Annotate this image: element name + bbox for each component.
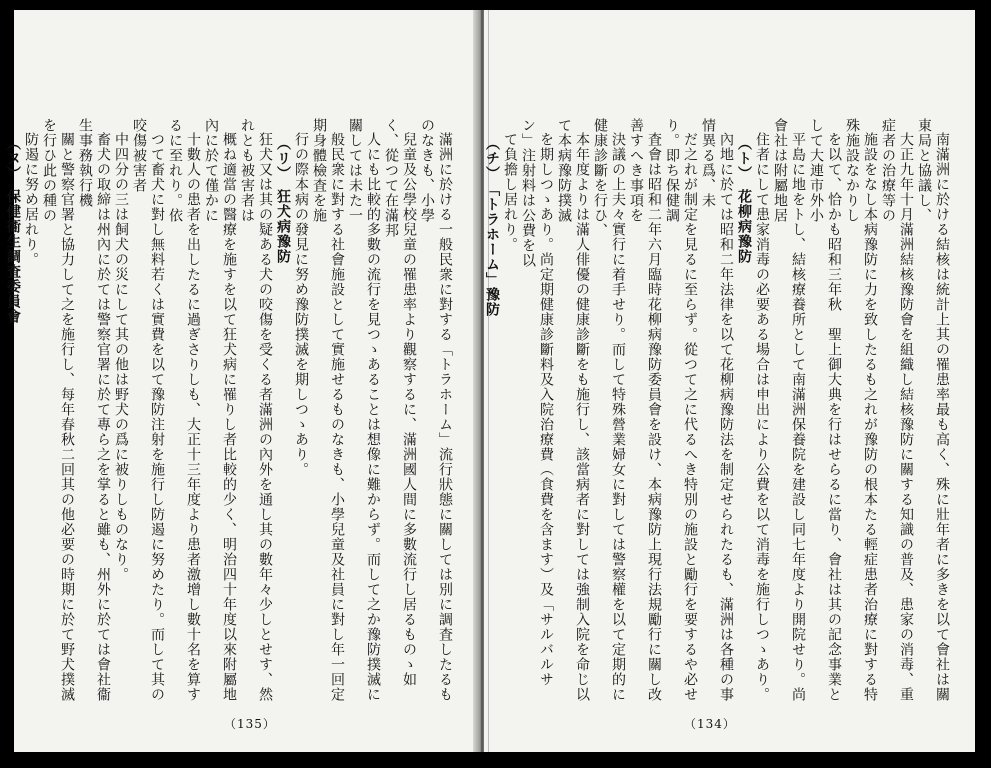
paragraph: 本年度よりは滿人俳優の健康診斷をも施行し、該當病者に對しては強制入院を命じ以て本病豫防撲滅 [556, 118, 590, 702]
paragraph: 狂犬又は其の疑ある犬の咬傷を受くる者滿洲の內外を通し其の數年々少しとせす、然れとも被害者は [239, 118, 273, 702]
paragraph: 査會は昭和二年六月臨時花柳病豫防委員會を設け、本病豫防上現行法規勵行に關し改善すへき事項を [628, 118, 662, 702]
paragraph: 行の際本病の發見に努め豫防撲滅を期しつゝあり。 [293, 132, 309, 477]
left-page [5, 10, 478, 752]
paragraph: だ之れが制定を見るに至らず。從つて之に代るへき特別の施設と勵行を要するや必せり。即ち保健調 [664, 118, 698, 702]
page-number: （135） [224, 717, 276, 731]
paragraph: 般民衆に對する社會施設として實施せるものなきも、小學兒童及社員に對し年一回定期身體檢査を施 [311, 118, 345, 702]
paragraph: 施設をなし本病豫防に力を致したるも之れが豫防の根本たる輕症患者治療に對する特殊施設なかりし [844, 118, 878, 702]
paragraph: 內地に於ては昭和二年法律を以て花柳病豫防法を制定せられたるも、滿洲は各種の事情異る爲、未 [700, 118, 734, 702]
paragraph: つて畜犬に對し無料若くは實費を以て豫防注射を施行し防遏に努めたり。而して其の咬傷被害者 [131, 118, 165, 702]
paragraph: 住者にして患家消毒の必要ある場合は申出により公費を以て消毒を施行しつゝあり。 [754, 132, 770, 702]
paragraph: 兒童及公學校兒童の罹患率より觀察するに、滿洲國人間に多數流行し居るものゝ如く、從つて在滿邦 [383, 118, 417, 687]
paragraph: を以て、恰かも昭和三年秋 聖上御大典を行はせらるに當り、會社は其の記念事業として大連市外小 [808, 118, 842, 702]
paragraph: 十數人の患者を出したるに過ぎさりしも、大正十三年度より患者激增し數十名を算するに至れり。依 [167, 118, 201, 702]
page-number: （134） [684, 717, 736, 731]
paragraph: 決議の上夫々實行に着手せり。而して特殊營業婦女に對しては警察權を以て定期的に健康診斷を行ひ、 [592, 118, 626, 702]
right-page [484, 10, 975, 752]
paragraph: 平島に地をトし、結核療養所として南滿洲保養院を建設し同七年度より開院せり。尚會社は附屬地居 [772, 118, 806, 702]
paragraph: 畜犬の取締は州內に於ては警察官署に於て專ら之を掌ると雖も、州外に於ては會社衞生事務執行機 [77, 118, 111, 702]
paragraph: 南滿洲に於ける結核は統計上其の罹患率最も高く、殊に壯年者に多きを以て會社は關東局と協議し、 [916, 118, 950, 702]
paragraph: 防遏に努め居れり。 [23, 132, 39, 267]
paragraph: 關と警察官署と協力して之を施行し、每年春秋二回其の他必要の時期に於て野犬撲滅を行ひ此の種の [41, 118, 75, 702]
paragraph: 滿洲に於ける一般民衆に對する「トラホーム」流行狀態に關しては別に調査したるものなきも、小學 [419, 118, 453, 702]
paragraph: 中四分の三は飼犬の災にして其の他は野犬の爲に被りしものなり。 [113, 132, 129, 582]
paragraph: 人にも比較的多數の流行を見つゝあることは想像に難からず。而して之か豫防撲滅に關しては未た一 [347, 118, 381, 702]
paragraph: を期しつゝあり。尚定期健康診斷料及入院治療費（食費を含ます）及「サルバルサン」注射料は公費を以 [520, 118, 554, 687]
section-heading-to: （ト） 花柳病豫防 [736, 136, 752, 264]
paragraph: て負擔し居れり。 [502, 132, 518, 252]
left-page-text [4, 118, 454, 708]
paragraph: 概ね適當の醫療を施すを以て狂犬病に罹りし者比較的少く、明治四十年度以來附屬地內に於て僅かに [203, 118, 237, 702]
right-page-text [483, 118, 951, 708]
section-heading-ri: （リ） 狂犬病豫防 [275, 136, 291, 264]
section-heading-nu: （ヌ） 保健衞生調査委員會 [5, 136, 21, 324]
section-heading-chi: （チ） 「トラホーム」豫防 [484, 136, 500, 317]
paragraph: 大正九年十月滿洲結核豫防會を組織し結核豫防に關する知識の普及、患家の消毒、重症者の治療等の [880, 118, 914, 702]
